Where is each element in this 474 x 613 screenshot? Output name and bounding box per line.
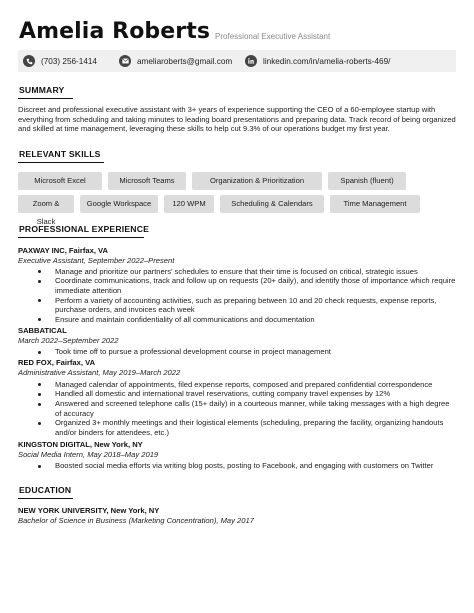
job-entry xyxy=(18,246,456,325)
contact-linkedin xyxy=(245,55,390,67)
section-divider xyxy=(18,162,104,163)
email-icon xyxy=(119,55,131,67)
education-section xyxy=(18,486,456,526)
experience-section xyxy=(18,225,456,471)
skill-tag: Microsoft Teams xyxy=(108,172,186,190)
summary-text: Discreet and professional executive assistant with 3+ years of experience supporting the CEO of a 60-employee startup with everything from scheduling and taking minutes to leading board presentations and preparing data. Track record of being organized and skilled at time management, leveraging these skills to help cut 9.3% of our operations budget my first year. xyxy=(18,104,456,134)
summary-section xyxy=(18,86,456,134)
job-role: Social Media Intern, May 2018–May 2019 xyxy=(18,450,159,460)
summary-heading: SUMMARY xyxy=(19,85,65,95)
section-divider xyxy=(18,498,73,499)
list-item: Handled all domestic and international travel reservations, cutting company travel expenses by 12% xyxy=(18,389,456,399)
skills-list xyxy=(18,172,456,226)
skills-section xyxy=(18,149,456,226)
candidate-name: Amelia Roberts xyxy=(19,19,211,44)
list-item: Ensure and maintain confidentiality of all communications and documentation xyxy=(18,315,456,325)
job-entry xyxy=(18,440,456,471)
job-bullets xyxy=(18,461,456,471)
email-address[interactable]: ameliaroberts@gmail.com xyxy=(137,56,233,66)
linkedin-url[interactable]: linkedin.com/in/amelia-roberts-469/ xyxy=(263,56,391,66)
job-entry xyxy=(18,358,456,438)
skill-tag: Time Management xyxy=(330,195,420,213)
list-item: Took time off to pursue a professional development course in project management xyxy=(18,347,456,357)
skill-tag: Scheduling & Calendars xyxy=(220,195,324,213)
job-bullets xyxy=(18,380,456,438)
contact-bar xyxy=(18,50,456,72)
list-item: Boosted social media efforts via writing blog posts, posting to Facebook, and engaging with customers on Twitter xyxy=(18,461,456,471)
skill-tag: Spanish (fluent) xyxy=(328,172,406,190)
section-divider xyxy=(18,98,73,99)
job-company: RED FOX, Fairfax, VA xyxy=(18,357,96,367)
experience-heading: PROFESSIONAL EXPERIENCE xyxy=(19,223,150,234)
job-entry xyxy=(18,326,456,357)
skill-tag: Organization & Prioritization xyxy=(192,172,322,190)
list-item: Managed calendar of appointments, filed expense reports, composed and prepared confidential correspondence xyxy=(18,380,456,390)
job-role: March 2022–September 2022 xyxy=(18,336,119,346)
list-item: Coordinate communications, track and follow up on requests (20+ daily), and identify those of importance which require immediate attention xyxy=(18,276,456,295)
education-heading: EDUCATION xyxy=(19,485,72,496)
candidate-title: Professional Executive Assistant xyxy=(215,32,331,41)
skills-heading: RELEVANT SKILLS xyxy=(19,149,101,160)
list-item: Organized 3+ monthly meetings and their logistical elements (scheduling, preparing the facility, organizing handouts and/or binders for attendees, etc.) xyxy=(18,418,456,437)
job-bullets xyxy=(18,347,456,357)
linkedin-icon xyxy=(245,55,257,67)
job-company: PAXWAY INC, Fairfax, VA xyxy=(18,245,109,255)
education-school: NEW YORK UNIVERSITY, New York, NY xyxy=(18,505,160,515)
section-divider xyxy=(18,237,144,238)
job-role: Administrative Assistant, May 2019–March 2022 xyxy=(18,367,181,377)
contact-email xyxy=(119,55,245,67)
resume-header xyxy=(18,0,456,46)
skill-tag: Google Workspace xyxy=(80,195,158,213)
list-item: Answered and screened telephone calls (15+ daily) in a courteous manner, while taking messages with a high degree of accuracy xyxy=(18,399,456,418)
contact-phone xyxy=(23,55,119,67)
skill-tag: Microsoft Excel xyxy=(18,172,102,190)
phone-number: (703) 256-1414 xyxy=(41,56,97,66)
job-company: KINGSTON DIGITAL, New York, NY xyxy=(18,440,143,450)
job-bullets xyxy=(18,267,456,325)
phone-icon xyxy=(23,55,35,67)
job-company: SABBATICAL xyxy=(18,326,67,336)
job-role: Executive Assistant, September 2022–Present xyxy=(18,255,175,265)
skill-tag: 120 WPM xyxy=(164,195,214,213)
skill-tag: Zoom & Slack xyxy=(18,195,74,213)
list-item: Manage and prioritize our partners' schedules to ensure that their time is focused on critical, strategic issues xyxy=(18,267,456,277)
list-item: Perform a variety of accounting activities, such as preparing between 10 and 20 check requests, expense reports, purchase orders, and invoices each week xyxy=(18,296,456,315)
education-degree: Bachelor of Science in Business (Marketing Concentration), May 2017 xyxy=(18,515,254,525)
